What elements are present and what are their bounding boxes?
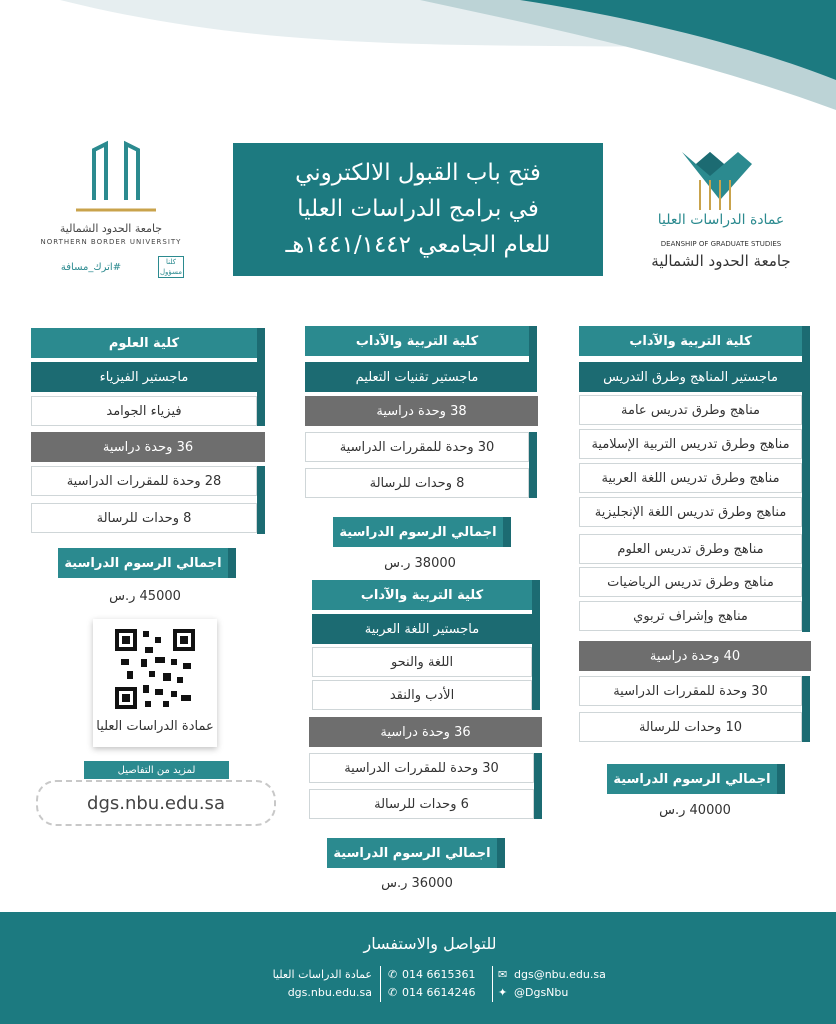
- right-fees-label: اجمالي الرسوم الدراسية: [607, 764, 777, 794]
- left-fees-amount: 45000 ر.س: [109, 589, 181, 604]
- right-fees-accent: [777, 764, 785, 794]
- title-line-2: في برامج الدراسات العليا: [297, 196, 539, 222]
- mid2-col-accent: [532, 580, 540, 710]
- right-courses: 30 وحدة للمقررات الدراسية: [579, 676, 802, 706]
- phone-icon: ✆: [388, 968, 398, 981]
- mid2-track-2: الأدب والنقد: [312, 680, 532, 710]
- right-col-accent: [802, 326, 810, 632]
- left-fees-accent: [228, 548, 236, 578]
- right-fees-amount: 40000 ر.س: [659, 803, 731, 818]
- footer-twitter[interactable]: @DgsNbu: [514, 986, 569, 999]
- footer-divider-2: [492, 966, 493, 1002]
- right-college: كلية التربية والآداب: [579, 326, 802, 356]
- mid-col-accent-2: [529, 432, 537, 498]
- mid2-col-accent-2: [534, 753, 542, 819]
- mid2-thesis: 6 وحدات للرسالة: [309, 789, 534, 819]
- badge: كلنا مسؤول: [159, 258, 183, 276]
- phone-icon-2: ✆: [388, 986, 398, 999]
- qr-code-icon: [115, 629, 195, 709]
- header-wave-decoration: [0, 0, 836, 110]
- mid2-college: كلية التربية والآداب: [312, 580, 532, 610]
- right-track-5: مناهج وطرق تدريس العلوم: [579, 534, 802, 564]
- right-track-4: مناهج وطرق تدريس اللغة الإنجليزية: [579, 497, 802, 527]
- footer-phone-2[interactable]: 014 6614246: [402, 986, 476, 999]
- deanship-name-en: DEANSHIP OF GRADUATE STUDIES: [660, 240, 782, 248]
- mid2-courses: 30 وحدة للمقررات الدراسية: [309, 753, 534, 783]
- mid-units: 38 وحدة دراسية: [305, 396, 538, 426]
- qr-card: [93, 619, 217, 747]
- title-line-1: فتح باب القبول الالكتروني: [295, 160, 541, 186]
- left-program: ماجستير الفيزياء: [31, 362, 257, 392]
- right-track-1: مناهج وطرق تدريس عامة: [579, 395, 802, 425]
- footer-phone-1[interactable]: 014 6615361: [402, 968, 476, 981]
- right-program: ماجستير المناهج وطرق التدريس: [579, 362, 802, 392]
- footer-email[interactable]: dgs@nbu.edu.sa: [514, 968, 606, 981]
- nbu-name-en: NORTHERN BORDER UNIVERSITY: [40, 238, 182, 246]
- right-track-3: مناهج وطرق تدريس اللغة العربية: [579, 463, 802, 493]
- mid2-fees-label: اجمالي الرسوم الدراسية: [327, 838, 497, 868]
- contact-footer: [0, 912, 836, 1024]
- mid-col-accent: [529, 326, 537, 392]
- left-units: 36 وحدة دراسية: [31, 432, 265, 462]
- announcement-title: [233, 143, 603, 276]
- mid-college: كلية التربية والآداب: [305, 326, 529, 356]
- right-col-accent-2: [802, 676, 810, 742]
- mid-fees-amount: 38000 ر.س: [384, 556, 456, 571]
- university-name-ar: جامعة الحدود الشمالية: [651, 252, 791, 270]
- right-track-6: مناهج وطرق تدريس الرياضيات: [579, 567, 802, 597]
- left-college: كلية العلوم: [31, 328, 257, 358]
- title-line-3: للعام الجامعي ١٤٤١/١٤٤٢هـ: [285, 232, 551, 258]
- right-track-7: مناهج وإشراف تربوي: [579, 601, 802, 631]
- left-col-accent-2: [257, 466, 265, 534]
- nbu-logo: [36, 140, 196, 280]
- footer-title: للتواصل والاستفسار: [363, 934, 497, 953]
- mid-thesis: 8 وحدات للرسالة: [305, 468, 529, 498]
- mid-courses: 30 وحدة للمقررات الدراسية: [305, 432, 529, 462]
- footer-divider-1: [380, 966, 381, 1002]
- deanship-emblem-icon: [640, 140, 800, 210]
- mid2-track-1: اللغة والنحو: [312, 647, 532, 677]
- mid2-program: ماجستير اللغة العربية: [312, 614, 532, 644]
- left-thesis: 8 وحدات للرسالة: [31, 503, 257, 533]
- footer-deanship: عمادة الدراسات العليا: [272, 968, 372, 981]
- right-thesis: 10 وحدات للرسالة: [579, 712, 802, 742]
- right-units: 40 وحدة دراسية: [579, 641, 811, 671]
- nbu-name-ar: جامعة الحدود الشمالية: [59, 222, 163, 235]
- left-courses: 28 وحدة للمقررات الدراسية: [31, 466, 257, 496]
- left-col-accent: [257, 328, 265, 426]
- qr-caption: عمادة الدراسات العليا: [96, 719, 214, 734]
- mid-program: ماجستير تقنيات التعليم: [305, 362, 529, 392]
- left-track-1: فيزياء الجوامد: [31, 396, 257, 426]
- mid2-fees-accent: [497, 838, 505, 868]
- twitter-icon: ✦: [498, 986, 508, 999]
- slogan: #اترك_مسافة: [60, 262, 122, 273]
- mid2-fees-amount: 36000 ر.س: [381, 876, 453, 891]
- footer-site[interactable]: dgs.nbu.edu.sa: [287, 986, 372, 999]
- mid-fees-accent: [503, 517, 511, 547]
- mid2-units: 36 وحدة دراسية: [309, 717, 542, 747]
- deanship-name-ar: عمادة الدراسات العليا: [657, 212, 785, 228]
- more-details-label: لمزيد من التفاصيل: [84, 761, 229, 779]
- email-icon: ✉: [498, 968, 508, 981]
- mid-fees-label: اجمالي الرسوم الدراسية: [333, 517, 503, 547]
- website-link[interactable]: dgs.nbu.edu.sa: [36, 780, 276, 826]
- deanship-logo: [640, 140, 800, 280]
- nbu-emblem-icon: [36, 140, 196, 220]
- right-track-2: مناهج وطرق تدريس التربية الإسلامية: [579, 429, 802, 459]
- left-fees-label: اجمالي الرسوم الدراسية: [58, 548, 228, 578]
